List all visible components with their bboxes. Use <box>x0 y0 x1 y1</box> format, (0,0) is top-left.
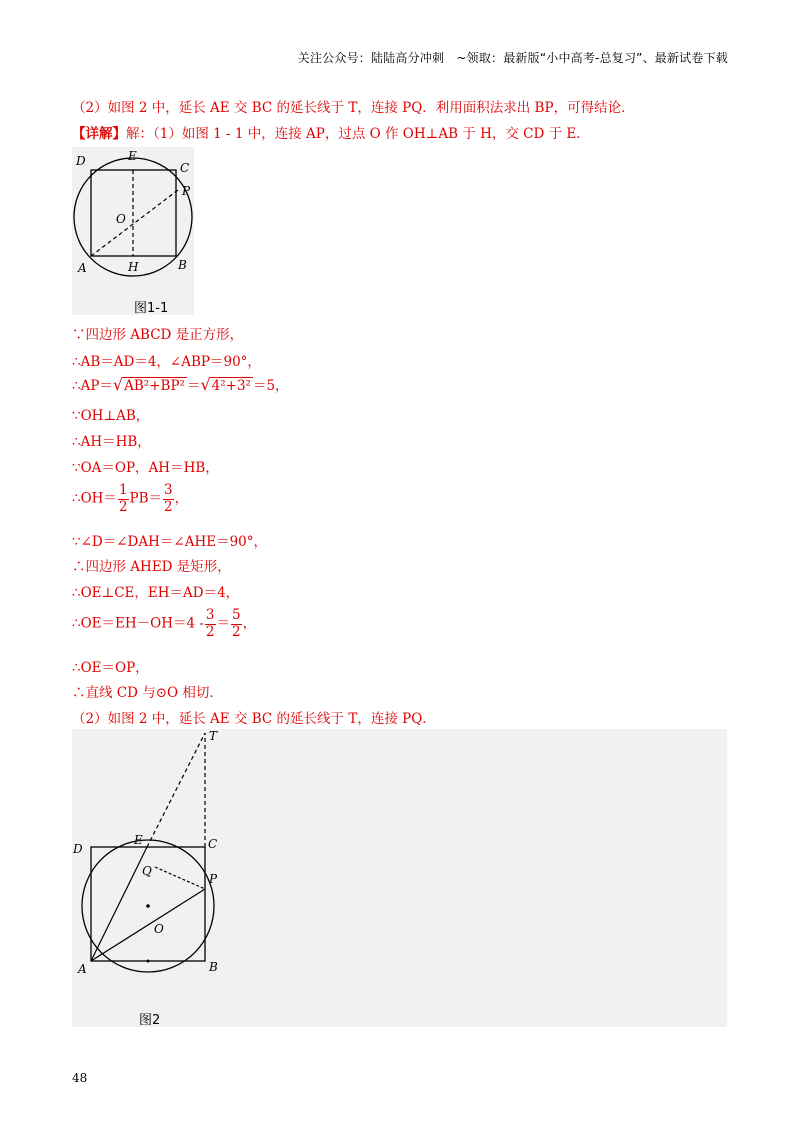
label-p: P <box>209 872 218 886</box>
line-ap <box>91 190 178 256</box>
label-c: C <box>208 837 218 851</box>
label-q: Q <box>142 864 152 878</box>
text-line-6: ∵OH⊥AB， <box>72 408 150 424</box>
label-o: O <box>116 212 126 226</box>
text-line-4: ∴AB＝AD＝4，∠ABP＝90°， <box>72 354 261 370</box>
label-b: B <box>209 960 218 974</box>
center-dot <box>146 904 150 908</box>
fraction-3-2: $\frac{3}{2}$ <box>164 482 173 515</box>
label-d: D <box>76 154 86 168</box>
sqrt-ab-bp: AB²+BP² <box>124 378 185 394</box>
label-o: O <box>154 922 164 936</box>
figure-2 <box>72 729 727 1027</box>
text-line-8: ∵OA＝OP，AH＝HB， <box>72 460 219 476</box>
oe-equals: ＝ <box>216 615 231 632</box>
text-line-10: ∵∠D＝∠DAH＝∠AHE＝90°， <box>72 534 267 550</box>
sqrt-4-3: 4²+3² <box>211 378 251 394</box>
page-header: 关注公众号：陆陆高分冲刺 ~领取：最新版“小中高考-总复习”、最新试卷下载 <box>297 51 728 65</box>
fraction-1-2: $\frac{1}{2}$ <box>118 482 128 515</box>
figure-1-1-caption: 图1-1 <box>134 301 169 316</box>
figure-1-1 <box>72 147 194 315</box>
label-c: C <box>180 161 190 175</box>
detail-text: 解：（1）如图 1 - 1 中，连接 AP，过点 O 作 OH⊥AB 于 H，交 CD 于 E． <box>126 126 590 142</box>
label-h: H <box>128 260 139 274</box>
label-a: A <box>78 261 87 275</box>
line-pq <box>155 867 205 889</box>
circle-o <box>74 158 192 276</box>
text-line-14: ∴OE＝OP， <box>72 660 149 676</box>
text-line-13: ∴OE＝EH－OH＝4 - $\frac{3}{2}$ ＝ $\frac{5}{2}$ ， <box>72 607 257 640</box>
label-p: P <box>182 184 191 198</box>
line-et <box>147 733 205 847</box>
text-line-11: ∴四边形 AHED 是矩形， <box>72 559 231 575</box>
text-line-12: ∴OE⊥CE，EH＝AD＝4， <box>72 585 240 601</box>
text-line-1: （2）如图 2 中，延长 AE 交 BC 的延长线于 T，连接 PQ．利用面积法求出 BP，可得结论． <box>72 100 635 116</box>
fraction-3-2b: $\frac{3}{2}$ <box>205 607 215 640</box>
oh-mid: PB＝ <box>129 490 163 507</box>
ap-equals: ＝ <box>186 378 201 394</box>
figure-2-caption: 图2 <box>139 1013 161 1028</box>
oh-prefix: ∴OH＝ <box>72 490 117 507</box>
detail-tag: 【详解】 <box>72 126 126 142</box>
text-line-3: ∵四边形 ABCD 是正方形， <box>72 327 244 343</box>
ab-midpoint-dot <box>147 960 150 963</box>
label-b: B <box>178 258 187 272</box>
label-a: A <box>78 962 87 976</box>
page-number: 48 <box>72 1071 88 1085</box>
ap-result: ＝5， <box>252 378 289 394</box>
text-line-16: （2）如图 2 中，延长 AE 交 BC 的延长线于 T，连接 PQ． <box>72 711 436 727</box>
text-line-5: ∴AP＝√AB²+BP² ＝√4²+3² ＝5， <box>72 375 289 394</box>
label-d: D <box>73 842 83 856</box>
oe-prefix: ∴OE＝EH－OH＝4 - <box>72 615 204 632</box>
figure-1-1-diagram <box>72 147 194 315</box>
text-line-2 <box>72 122 590 142</box>
label-t: T <box>209 729 218 743</box>
figure-2-diagram <box>72 729 232 1027</box>
text-line-15: ∴直线 CD 与⊙O 相切． <box>72 685 223 701</box>
text-line-9: ∴OH＝ $\frac{1}{2}$ PB＝ $\frac{3}{2}$ ， <box>72 482 189 515</box>
label-e: E <box>134 833 143 847</box>
fraction-5-2: $\frac{5}{2}$ <box>232 607 241 640</box>
label-e: E <box>128 149 137 163</box>
ap-prefix: ∴AP＝ <box>72 378 113 394</box>
text-line-7: ∴AH＝HB， <box>72 434 151 450</box>
